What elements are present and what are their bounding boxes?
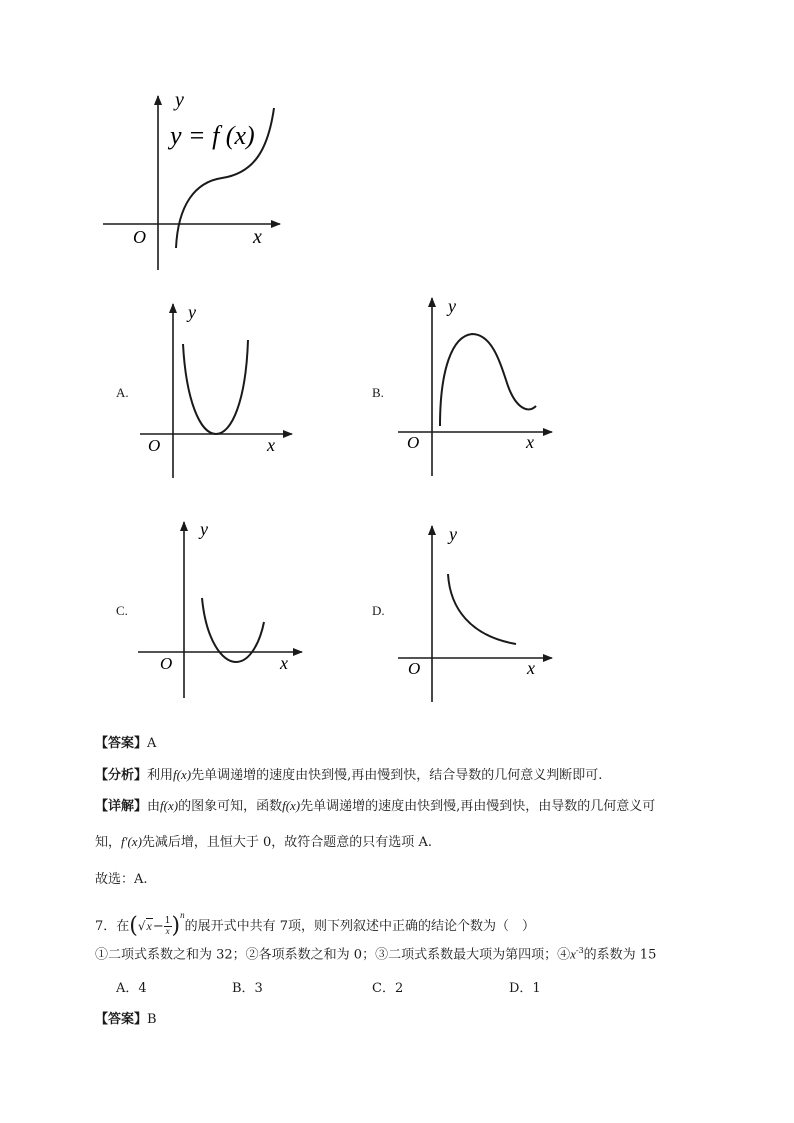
option-c-label: C. [116, 603, 128, 618]
option-c-y-label: y [200, 519, 208, 539]
detail-fx2: f(x) [282, 798, 301, 813]
answer-value: A [147, 736, 157, 751]
q7-statements-b: 的系数为 15 [583, 947, 657, 963]
choice-c: C．2 [372, 981, 404, 996]
sqrt-x: x [146, 919, 152, 933]
q7-stem-text: 的展开式中共有 7项，则下列叙述中正确的结论个数为（ ） [184, 919, 535, 934]
analysis-line [95, 766, 602, 785]
fraction-numerator: 1 [164, 916, 171, 926]
answer-tag: 【答案】 [95, 736, 148, 751]
option-d-x-label: x [527, 658, 535, 678]
fraction-denominator: x [165, 926, 170, 936]
detail-fprime: f′(x) [121, 834, 142, 849]
option-a-label: A. [116, 385, 129, 400]
exponent-n: n [180, 910, 185, 920]
main-y-label: y [175, 89, 184, 111]
choice-b: B．3 [232, 981, 263, 996]
analysis-text-post: 先单调递增的速度由快到慢,再由慢到快，结合导数的几何意义判断即可. [191, 768, 603, 783]
option-a-x-label: x [267, 435, 275, 455]
conclusion-line [95, 871, 148, 889]
answer2-line [95, 1011, 157, 1029]
option-a-origin-label: O [148, 436, 161, 455]
option-a-curve [183, 340, 248, 434]
choice-a: A．4 [116, 981, 147, 996]
conclusion-text: 故选：A. [95, 872, 148, 887]
option-d-origin-label: O [408, 659, 421, 678]
analysis-tag: 【分析】 [95, 768, 148, 783]
option-d-y-label: y [449, 524, 457, 544]
main-func-label: y = f (x) [170, 121, 255, 150]
option-c-origin-label: O [160, 654, 173, 673]
choice-d: D．1 [509, 981, 541, 996]
detail-line-2 [95, 833, 432, 852]
fraction [164, 917, 172, 936]
answer2-tag: 【答案】 [95, 1012, 148, 1027]
detail-p2-b: 先减后增，且恒大于 0，故符合题意的只有选项 A. [141, 835, 432, 850]
main-origin-label: O [133, 227, 146, 247]
x-exponent: -3 [575, 946, 584, 955]
q7-stem [95, 900, 535, 942]
detail-line-1 [95, 797, 655, 816]
option-b-curve [440, 334, 536, 426]
analysis-fx: f(x) [173, 767, 192, 782]
q7-number: 7．在 [95, 919, 130, 934]
x-base: x [570, 946, 576, 962]
detail-p1-a: 由 [147, 799, 161, 814]
q7-statements-a: ①二项式系数之和为 32；②各项系数之和为 0；③二项式系数最大项为第四项；④ [95, 947, 571, 963]
option-b-y-label: y [448, 296, 456, 316]
option-b-origin-label: O [407, 433, 420, 452]
sqrt-sign: √x [137, 919, 152, 933]
detail-p1-b: 的图象可知，函数 [178, 799, 283, 814]
option-c-x-label: x [280, 653, 288, 673]
q7-statements [95, 942, 656, 964]
option-d-label: D. [372, 603, 385, 618]
answer-line [95, 735, 156, 753]
answer2-value: B [147, 1012, 157, 1027]
right-paren: ) [171, 913, 181, 939]
detail-p2-a: 知， [95, 835, 122, 850]
analysis-text-pre: 利用 [147, 768, 174, 783]
option-d-curve [448, 574, 516, 644]
option-a-y-label: y [188, 302, 196, 322]
main-x-label: x [253, 226, 262, 248]
detail-tag: 【详解】 [95, 799, 148, 814]
option-b-x-label: x [526, 432, 534, 452]
detail-fx1: f(x) [160, 798, 179, 813]
minus-sign: − [152, 919, 164, 934]
left-paren: ( [129, 913, 138, 939]
detail-p1-c: 先单调递增的速度由快到慢,再由慢到快，由导数的几何意义可 [300, 799, 656, 814]
option-b-label: B. [372, 385, 384, 400]
